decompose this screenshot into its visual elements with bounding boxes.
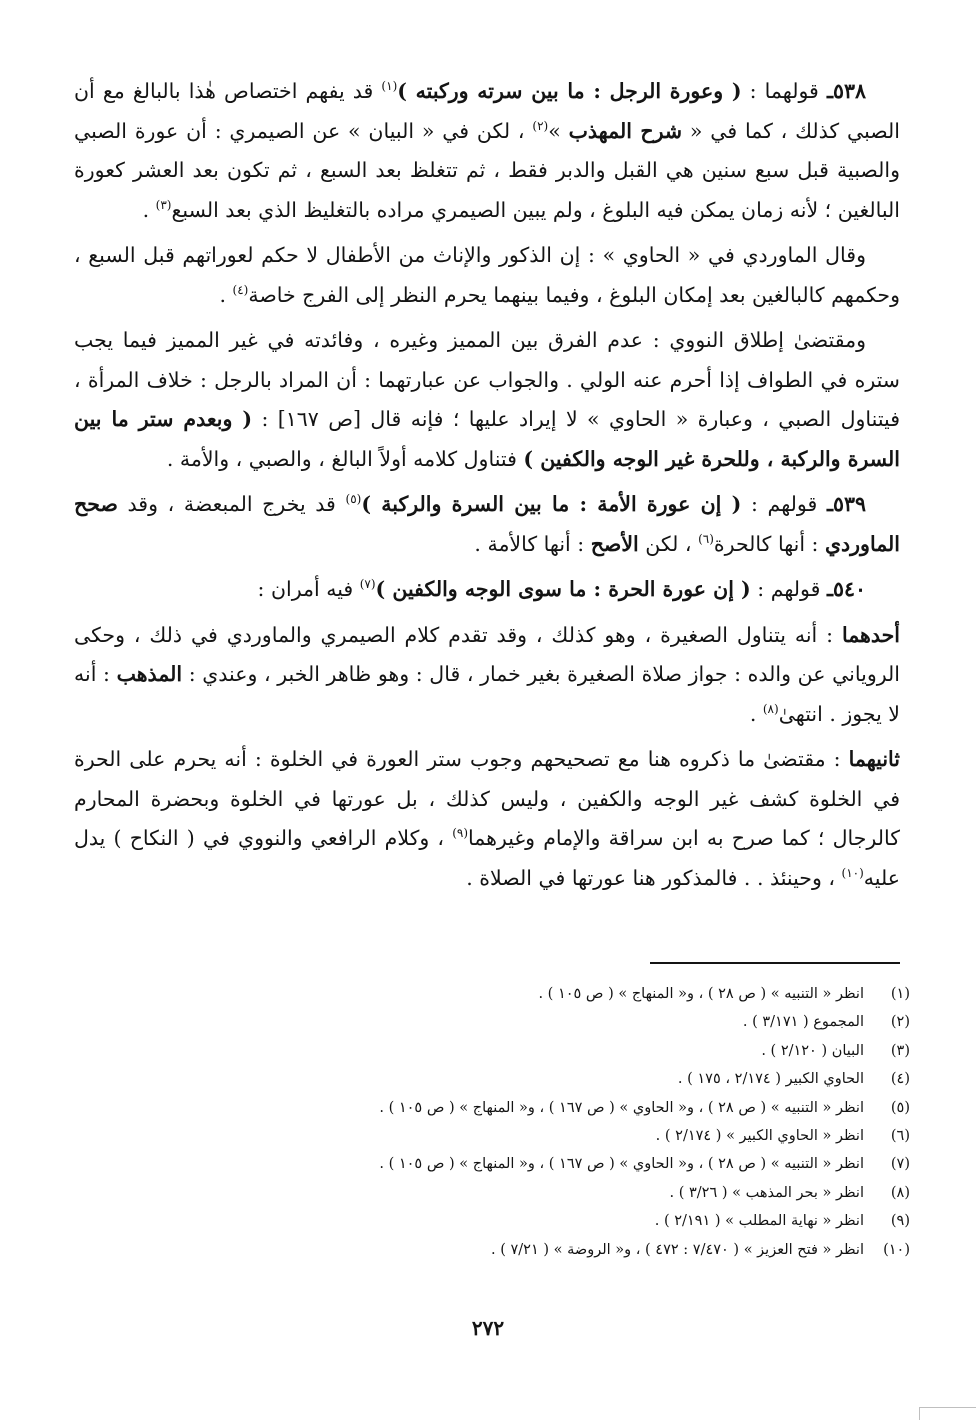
paragraph-first-matter [74,616,900,735]
bold-term: الأصح [590,531,639,556]
footnote-text: انظر « فتح العزيز » ( ٧/٤٧٠ : ٤٧٢ ) ، و« الروضة » ( ٧/٢١ ) . [491,1241,864,1258]
footnote [70,1179,910,1207]
text-run: ، لكن [638,531,699,556]
footnote-text: انظر « التنبيه » ( ص ٢٨ ) ، و« الحاوي » ( ص ١٦٧ ) ، و« المنهاج » ( ص ١٠٥ ) . [379,1156,864,1173]
footnote-ref: (١) [381,79,398,94]
footnote [70,1150,910,1178]
footnote [70,1008,910,1036]
footnote [70,1037,910,1065]
paragraph-540 [74,570,900,610]
footnote-ref: (١٠) [841,865,864,880]
issue-number: ٥٣٨ـ [826,79,866,103]
text-run: » [548,118,569,143]
text-run: ، وحينئذ . . فالمذكور هنا عورتها في الصلاة . [466,865,842,890]
text-run: ومقتضىٰ إطلاق النووي : عدم الفرق بين المميز وغيره ، وفائدته في غير المميز فيما يجب ستره في الطواف إذا أحرم عنه الولي . والجواب عن عبارتهما : أن المراد بالرجل : خلاف المرأة ، فيتناول الصبي ، وعبارة « الحاوي » لا إيراد عليها ؛ فإنه قال [ص ١٦٧] : [74,328,901,431]
scan-edge [919,1407,976,1420]
footnote-text: انظر « الحاوي الكبير » ( ٢/١٧٤ ) . [655,1128,864,1145]
footnote-text: انظر « التنبيه » ( ص ٢٨ ) ، و« المنهاج » ( ص ١٠٥ ) . [538,986,864,1002]
footnote-number: (٩) [890,1213,910,1230]
text-run: : مقتضىٰ ما ذكروه هنا مع تصحيحهم وجوب ستر العورة في الخلوة : أنه يحرم على الحرة في الخلوة كشف غير الوجه والكفين ، وليس كذلك ، بل عورتها في الخلوة وبحضرة المحارم كالرجال ؛ كما صرح به ابن سراقة والإمام وغيرهما [74,747,900,850]
footnote [70,1094,910,1122]
footnote-number: (٧) [890,1156,910,1173]
footnote-number: (١٠) [883,1241,910,1258]
issue-number: ٥٤٠ـ [826,577,866,601]
bold-term: أحدهما [841,622,900,647]
paragraph-538 [74,72,900,230]
text-run: وقال الماوردي في « الحاوي » : إن الذكور والإناث من الأطفال لا حكم لعوراتهم قبل السبع ، وحكمهم كالبالغين بعد إمكان البلوغ ، وفيما بينهما يحرم النظر إلى الفرج خاصة [74,243,900,307]
footnote-text: انظر « بحر المذهب » ( ٣/٢٦ ) . [669,1184,864,1201]
paragraph-nawawi [74,321,900,479]
footnote [70,1065,910,1093]
text-run: ، وكلام الرافعي والنووي في ( النكاح ) يدل عليه [74,826,900,890]
text-run: . [749,701,763,726]
footnote-ref: (٣) [155,197,172,212]
footnote-text: الحاوي الكبير ( ٢/١٧٤ ، ١٧٥ ) . [677,1071,864,1088]
text-run: . [142,197,156,222]
text-run: ، لكن في « البيان » عن الصيمري : أن عورة الصبي والصبية قبل سبع سنين هي القبل والدبر فقط ، ثم تتغلظ بعد السبع ، ثم تكون بعد العشر كعورة البالغين ؛ لأنه زمان يمكن فيه البلوغ ، ولم يبين الصيمري مراده بالتغليظ الذي بعد السبع [74,118,900,222]
text-run: قولهما : [741,79,827,103]
footnote-number: (١) [890,986,910,1002]
text-run: قولهم : [741,492,827,516]
footnote-number: (٤) [890,1071,910,1088]
footnote-text: المجموع ( ٣/١٧١ ) . [742,1014,864,1031]
footnote-ref: (٢) [532,118,549,133]
footnote-text: البيان ( ٢/١٢٠ ) . [761,1042,864,1059]
footnote-ref: (٩) [452,826,469,841]
issue-number: ٥٣٩ـ [826,492,866,516]
footnote [70,980,910,1008]
footnote-number: (٥) [890,1099,910,1116]
paragraph-539 [74,485,900,564]
text-run: : أنها كالحرة [713,531,825,556]
footnote-text: انظر « نهاية المطلب » ( ٢/١٩١ ) . [654,1213,864,1230]
bold-term: المذهب [116,662,183,686]
footnote-number: (٦) [890,1128,910,1145]
text-run: قد يخرج المبعضة ، وقد [117,492,346,516]
text-run: قولهم : [750,577,827,601]
footnotes [70,980,910,1264]
text-run: : أنه لا يجوز . انتهىٰ [74,662,900,726]
text-run: : أنها كالأمة . [474,531,591,556]
bold-term: ثانيهما [848,747,900,771]
text-run: قد يفهم اختصاص هٰذا بالبالغ مع أن الصبي كذلك ، كما في « [74,79,900,143]
footnote-number: (٣) [890,1042,910,1059]
bold-term: صحح الماوردي [74,492,900,556]
footnote [70,1122,910,1150]
footnote [70,1207,910,1235]
text-run: . [219,282,233,307]
footnote [70,1236,910,1264]
main-text [74,72,900,904]
quoted-text: ( إن عورة الأمة : ما بين السرة والركبة ) [361,492,742,516]
footnote-ref: (٨) [762,701,779,716]
paragraph-hawi [74,236,900,315]
text-run: : أنه يتناول الصغيرة ، وهو كذلك ، وقد تقدم كلام الصيمري والماوردي في ذلك ، وحكى الروياني عن والده : جواز صلاة الصغيرة بغير خمار ، قال : وهو ظاهر الخبر ، وعندي : [74,622,900,686]
footnote-divider [650,962,900,964]
quoted-text: ( إن عورة الحرة : ما سوى الوجه والكفين ) [375,577,751,601]
footnote-number: (٨) [890,1184,910,1201]
quoted-text: ( وبعدم ستر ما بين السرة والركبة ، وللحرة غير الوجه والكفين ) [74,407,900,471]
quoted-text: ( وعورة الرجل : ما بين سرته وركبته ) [397,79,742,103]
footnote-ref: (٧) [359,577,376,592]
footnote-ref: (٦) [698,531,714,546]
footnote-text: انظر « التنبيه » ( ص ٢٨ ) ، و« الحاوي » ( ص ١٦٧ ) ، و« المنهاج » ( ص ١٠٥ ) . [379,1099,864,1116]
page-number: ٢٧٢ [471,1316,505,1340]
footnote-ref: (٤) [232,282,249,297]
footnote-number: (٢) [890,1014,910,1031]
bold-term: شرح المهذب [568,118,683,143]
text-run: فيه أمران : [257,577,360,601]
paragraph-second-matter [74,740,900,898]
footnote-ref: (٥) [345,492,362,507]
text-run: فتناول كلامه أولاً البالغ ، والصبي ، والأمة . [166,446,524,471]
